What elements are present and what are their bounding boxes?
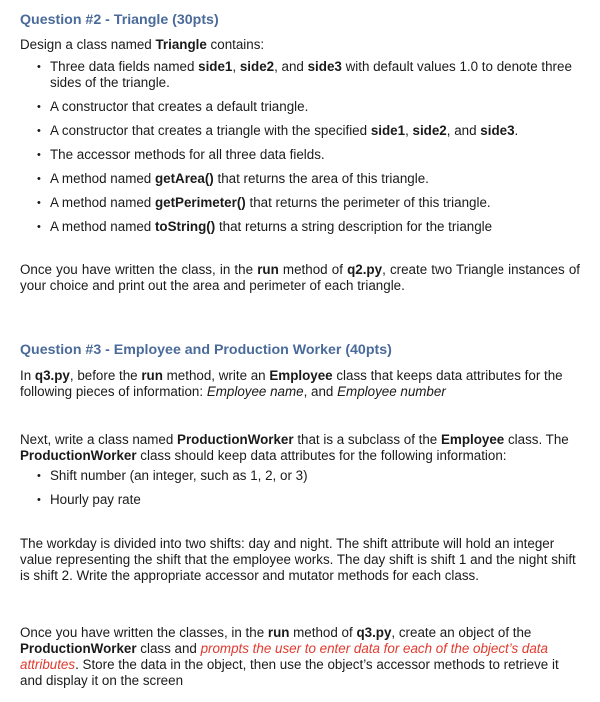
q2-bullet-list [35,59,585,235]
q3-bullet-list [35,468,575,508]
q2-intro: Design a class named Triangle contains: [20,37,265,52]
q2-bullet-1: • Three data fields named side1, side2, and side3 with default values 1.0 to denote three sides of the triangle. [37,59,572,90]
q2-title: Question #2 - Triangle (30pts) [20,12,219,28]
q3-closing-paragraph: Once you have written the classes, in the run method of q3.py, create an object of the ProductionWorker class and prompts the user to enter data for each of the object’s data attributes. Store the data in the object, then use the object’s accessor methods to retrieve it and display it on the screen [20,625,559,688]
q3-intro-paragraph: In q3.py, before the run method, write an Employee class that keeps data attributes for the following pieces of information: Employee name, and Employee number [20,368,563,399]
q2-bullet-3: • A constructor that creates a triangle with the specified side1, side2, and side3. [37,123,519,138]
q3-next-paragraph: Next, write a class named ProductionWorker that is a subclass of the Employee class. The ProductionWorker class should keep data attributes for the following information: [20,432,569,463]
q2-bullet-4: • The accessor methods for all three data fields. [37,147,325,162]
q3-title: Question #3 - Employee and Production Worker (40pts) [20,342,392,358]
q2-bullet-2: • A constructor that creates a default triangle. [37,99,309,114]
q2-bullet-5: • A method named getArea() that returns the area of this triangle. [37,171,429,186]
q3-workday-paragraph: The workday is divided into two shifts: day and night. The shift attribute will hold an integer value representing the shift that the employee works. The day shift is shift 1 and the night shift is shift 2. Write the appropriate accessor and mutator methods for each class. [20,536,576,583]
q2-bullet-7: • A method named toString() that returns a string description for the triangle [37,219,493,234]
q2-closing-paragraph: Once you have written the class, in the run method of q2.py, create two Triangle instances of your choice and print out the area and perimeter of each triangle. [20,262,580,293]
q3-bullet-1: • Shift number (an integer, such as 1, 2, or 3) [37,468,308,483]
q2-bullet-6: • A method named getPerimeter() that returns the perimeter of this triangle. [37,195,491,210]
q3-bullet-2: • Hourly pay rate [37,492,141,507]
